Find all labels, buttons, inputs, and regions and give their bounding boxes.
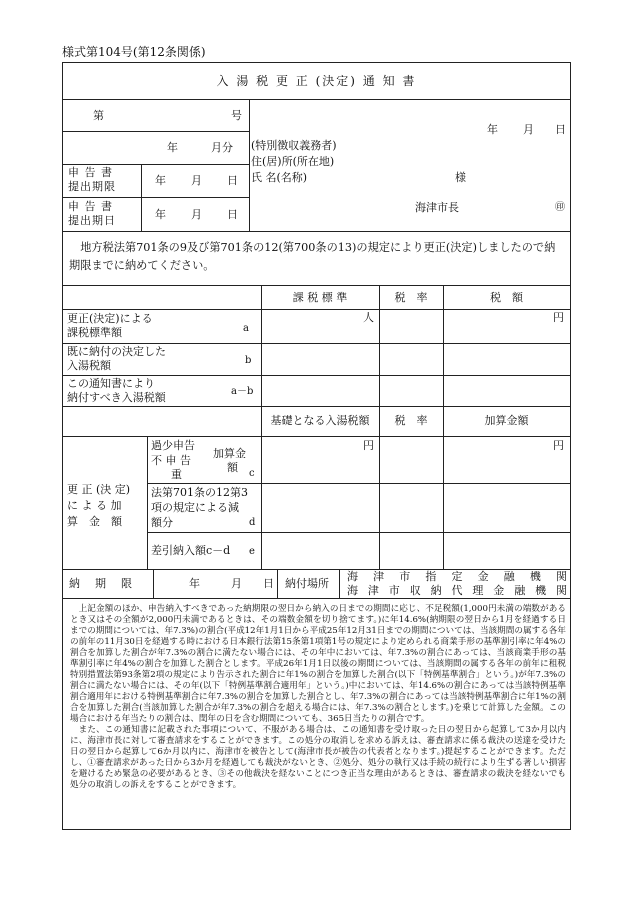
row-c-code: c [249,468,255,479]
row-d-label: 法第701条の12第3 [151,486,248,499]
row-e-label: 差引納入額c－d [151,544,231,557]
row-e-code: e [249,546,255,557]
rule [63,309,570,310]
row-c-label: 不 申 告 [151,454,191,467]
addressee-honorific: 様 [455,171,466,184]
addressee-role: (特別徴収義務者) [251,139,337,152]
unit-yen: 円 [553,311,564,324]
row-c-label: 重 [171,468,182,481]
group-label: に よ る 加 [67,499,122,512]
rule [63,343,570,344]
payment-year: 年 [189,577,200,590]
filing-date-month: 月 [191,208,202,221]
header-base-tax: 基礎となる入湯税額 [270,414,370,427]
rule [63,406,570,407]
row-d-label: 項の規定による減 [151,501,239,514]
rule [63,231,570,232]
rule [63,164,249,165]
period-month: 月分 [211,141,233,154]
number-suffix: 号 [231,109,242,122]
rule [261,436,262,569]
header-tax-amount: 税 額 [490,291,523,304]
row-d-label: 額分 [151,516,173,529]
row-c-label: 加算金 [213,447,246,460]
rule [63,375,570,376]
issuer-name: 海津市長 [415,201,459,214]
filing-deadline-label: 提出期限 [68,180,116,193]
header-surcharge: 加算金額 [484,414,529,427]
rule [147,436,148,569]
rule [153,569,154,598]
header-tax-rate: 税 率 [394,291,428,304]
row-b-code: b [245,355,252,366]
group-label: 更 正 (決 定) [67,483,131,496]
filing-deadline-label: 申 告 書 [68,166,113,179]
row-d-code: d [249,517,256,528]
filing-deadline-day: 日 [227,174,238,187]
form-number: 様式第104号(第12条関係) [62,45,206,59]
payment-place-designated: 海 津 市 指 定 金 融 機 関 [347,570,567,583]
rule [63,197,249,198]
issue-day: 日 [555,123,566,136]
header-rate: 税 率 [394,414,428,427]
rule [141,164,142,231]
rule [63,285,570,286]
row-b-label: 入湯税額 [67,359,111,372]
notice-text: 地方税法第701条の9及び第701条の12(第700条の13)の規定により更正(決定)しましたので納期限までに納めてください。 [69,241,556,272]
filing-deadline-month: 月 [191,174,202,187]
filing-date-label: 申 告 書 [68,200,113,213]
rule [147,532,570,533]
row-a-label: 更正(決定)による [67,312,153,325]
row-a-label: 課税標準額 [67,326,122,339]
row-c-label: 過少申告 [151,439,195,452]
number-prefix: 第 [93,109,104,122]
filing-deadline-year: 年 [155,174,166,187]
filing-date-label: 提出期日 [68,214,116,227]
addressee-name-label: 氏 名(名称) [251,171,308,184]
payment-day: 日 [263,577,274,590]
unit-yen: 円 [553,439,564,452]
rule [63,99,570,100]
row-ab-label: この通知書により [67,377,155,390]
filing-date-year: 年 [155,208,166,221]
rule [277,569,278,598]
row-ab-code: a－b [231,386,254,397]
note-appeal: また、この通知書に記載された事項について、不服がある場合は、この通知書を受け取った日の翌日から起算して3か月以内に、海津市長に対して審査請求をすることができます。この処分の取消しを求める訴えは、審査請求に係る裁決の送達を受けた日の翌日から起算して6か月以内に、海津市を被告として(海津市長が被告の代表者となります。)提起することができます。ただし、①審査請求があった日から3か月を経過しても裁決がないとき、②処分、処分の執行又は手続の続行により生ずる著しい損害を避けるため緊急の必要があるとき、③その他裁決を経ないことにつき正当な理由があるときは、審査請求の裁決を経ないでも処分の取消しの訴えをすることができます。 [70,725,566,790]
note-interest: 上記金額のほか、申告納入すべきであった納期限の翌日から納入の日までの期間に応じ、不足税額(1,000円未満の端数があるとき又はその全額が2,000円未満であるときは、その端数金額を切り捨てます。)に年14.6%(納期限の翌日から1月を経過する日までの期間については、年7.3%)の割合(平成12年1月1日から平成25年12月31日までの期間については、当該期間の属する各年の前年の11月30日を経過する時における日本銀行法第15条第1項第1号の規定により定められる商業手形の基準割引率に年4%の割合を加算した割合が年7.3%の割合に満たない場合には、その年中においては、年7.3%の割合にあっては、当該商業手形の基準割引率に年4%の割合を加算した割合とします。平成26年1月1日以後の期間については、当該期間の属する各年の前年に租税特別措置法第93条第2項の規定により告示された割合に年1%の割合を加算した割合(以下「特例基準割合」という。)が年7.3%の割合に満たない場合には、その年(以下「特例基準割合適用年」という。)中においては、年14.6%の割合にあっては当該特例基準割合適用年における特例基準割合に年7.3%の割合を加算した割合とし、年7.3%の割合にあっては当該特例基準割合に年1%の割合を加算した割合(当該加算した割合が年7.3%の割合を超える場合には、年7.3%の割合とします。)を乗じて計算した金額。この場合における年当たりの割合は、閏年の日を含む期間についても、365日当たりの割合です。 [70,604,566,724]
rule [63,131,249,132]
issue-year: 年 [487,123,498,136]
row-c-label: 額 [227,461,238,474]
payment-month: 月 [231,577,242,590]
unit-person: 人 [363,311,374,324]
issue-month: 月 [523,123,534,136]
rule [339,569,340,598]
filing-date-day: 日 [227,208,238,221]
unit-yen: 円 [363,439,374,452]
rule [63,436,570,437]
form-title: 入 湯 税 更 正 (決定) 通 知 書 [216,74,417,88]
rule [249,99,250,231]
payment-place-agent: 海 津 市 収 納 代 理 金 融 機 関 [347,584,567,597]
addressee-address-label: 住(居)所(所在地) [251,155,335,168]
payment-deadline-label: 納 期 限 [69,577,134,590]
payment-place-label: 納付場所 [285,577,329,590]
row-a-code: a [243,323,249,334]
period-year: 年 [167,141,178,154]
seal-icon: ㊞ [555,202,565,213]
rule [63,598,570,599]
header-tax-base: 課 税 標 準 [292,291,348,304]
group-label: 算 金 額 [67,515,122,528]
rule [147,483,570,484]
notes-section [70,604,566,791]
row-b-label: 既に納付の決定した [67,345,166,358]
row-ab-label: 納付すべき入湯税額 [67,391,166,404]
